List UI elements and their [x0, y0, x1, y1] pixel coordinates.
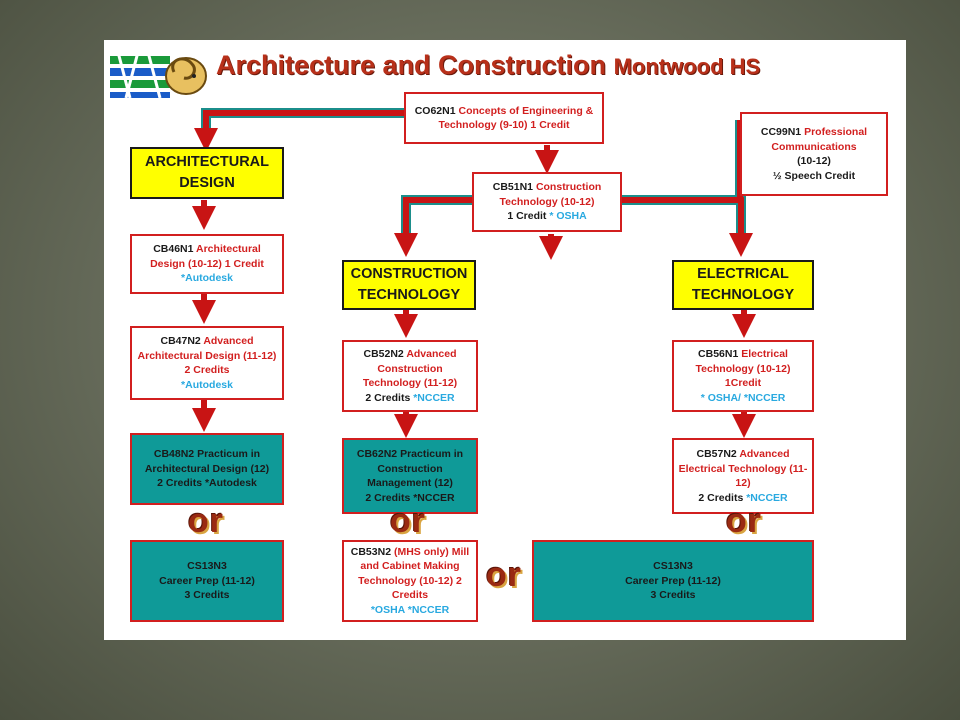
course-cb51n1: CB51N1 Construction Technology (10-12) 1 Credit * OSHA	[472, 172, 622, 232]
header-construction-technology: CONSTRUCTION TECHNOLOGY	[342, 260, 476, 310]
course-cb48n2: CB48N2 Practicum in Architectural Design (12) 2 Credits *Autodesk	[130, 433, 284, 505]
course-cb56n1: CB56N1 Electrical Technology (10-12) 1Credit * OSHA/ *NCCER	[672, 340, 814, 412]
or-label-between: or	[486, 556, 522, 594]
course-cs13n3-elec: CS13N3 Career Prep (11-12) 3 Credits	[532, 540, 814, 622]
header-architectural-design: ARCHITECTURAL DESIGN	[130, 147, 284, 199]
course-cb62n2: CB62N2 Practicum in Construction Management (12) 2 Credits *NCCER	[342, 438, 478, 514]
course-cb57n2: CB57N2 Advanced Electrical Technology (11-12) 2 Credits *NCCER	[672, 438, 814, 514]
ram-mascot-logo	[108, 46, 214, 102]
page-title	[216, 50, 760, 81]
course-cb47n2: CB47N2 Advanced Architectural Design (11-12) 2 Credits *Autodesk	[130, 326, 284, 400]
slide	[104, 40, 906, 640]
or-label-elec: or	[726, 502, 762, 540]
or-label-arch: or	[188, 502, 224, 540]
title-main: Architecture and Construction	[216, 50, 607, 80]
course-cb53n2: CB53N2 (MHS only) Mill and Cabinet Making Technology (10-12) 2 Credits *OSHA *NCCER	[342, 540, 478, 622]
course-cb52n2: CB52N2 Advanced Construction Technology (11-12) 2 Credits *NCCER	[342, 340, 478, 412]
title-school: Montwood HS	[613, 54, 761, 79]
course-co62n1: CO62N1 Concepts of Engineering & Technology (9-10) 1 Credit	[404, 92, 604, 144]
header-electrical-technology: ELECTRICAL TECHNOLOGY	[672, 260, 814, 310]
course-cb46n1: CB46N1 Architectural Design (10-12) 1 Credit *Autodesk	[130, 234, 284, 294]
course-cc99n1: CC99N1 Professional Communications (10-12) ½ Speech Credit	[740, 112, 888, 196]
course-cs13n3-arch: CS13N3 Career Prep (11-12) 3 Credits	[130, 540, 284, 622]
or-label-const: or	[390, 502, 426, 540]
